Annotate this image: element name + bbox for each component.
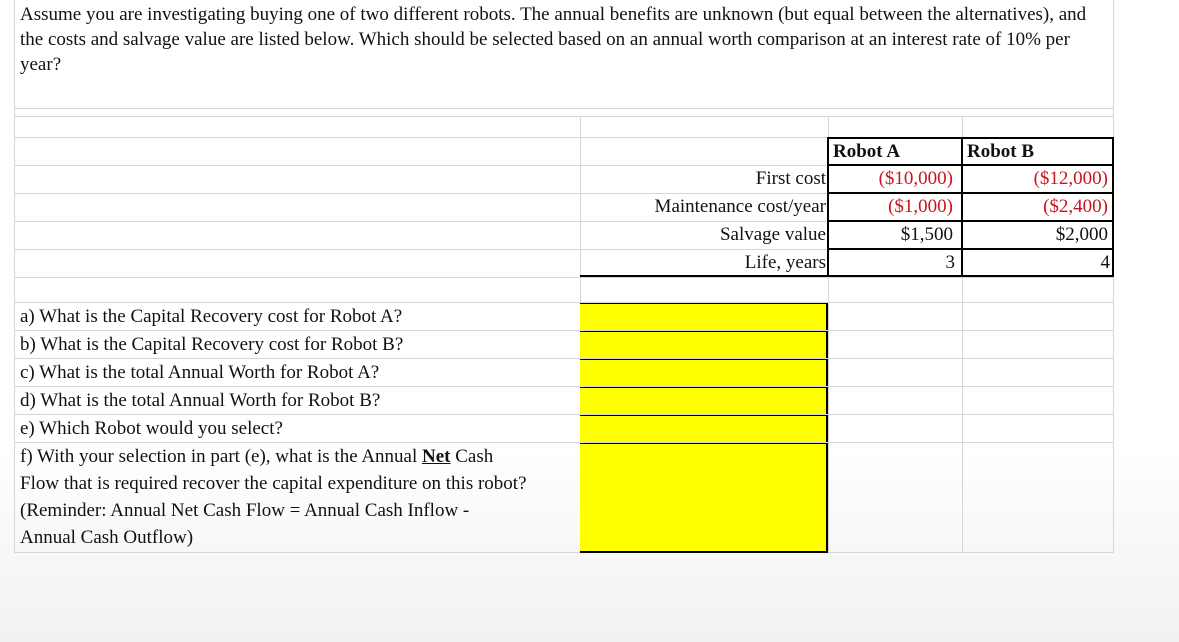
answer-cell-e[interactable] <box>580 415 828 442</box>
row-label-salvage: Salvage value <box>719 224 826 245</box>
question-f-bold: Net <box>422 446 451 467</box>
robot-b-life: 4 <box>1100 252 1110 273</box>
answer-cell-a[interactable] <box>580 303 828 330</box>
answer-cell-b[interactable] <box>580 331 828 358</box>
question-f-text: f) With your selection in part (e), what is the Annual <box>20 446 423 467</box>
question-f-line-2: Flow that is required recover the capital expenditure on this robot? <box>20 473 527 494</box>
answer-cell-d[interactable] <box>580 387 828 414</box>
problem-statement: Assume you are investigating buying one of two different robots. The annual benefits are unknown (but equal between the alternatives), and the costs and salvage value are listed below. Which should be selected based on an annual worth comparison at an interest rate of 10% per year? <box>20 4 1087 75</box>
question-d: d) What is the total Annual Worth for Robot B? <box>20 390 381 411</box>
row-label-life: Life, years <box>744 252 826 273</box>
robot-b-header: Robot B <box>967 141 1035 162</box>
question-c: c) What is the total Annual Worth for Robot A? <box>20 362 380 383</box>
robot-a-first-cost: ($10,000) <box>878 168 953 189</box>
robot-b-maintenance: ($2,400) <box>1043 196 1108 217</box>
question-e: e) Which Robot would you select? <box>20 418 283 439</box>
answer-cell-c[interactable] <box>580 359 828 386</box>
question-f-line-4: Annual Cash Outflow) <box>20 527 194 548</box>
answer-cell-f[interactable] <box>580 443 828 553</box>
row-label-first-cost: First cost <box>755 168 826 189</box>
robot-b-first-cost: ($12,000) <box>1033 168 1108 189</box>
question-b: b) What is the Capital Recovery cost for Robot B? <box>20 334 404 355</box>
question-a: a) What is the Capital Recovery cost for Robot A? <box>20 306 403 327</box>
question-f <box>20 444 493 470</box>
robot-b-salvage: $2,000 <box>1055 224 1108 245</box>
question-f-line-3: (Reminder: Annual Net Cash Flow = Annual Cash Inflow - <box>20 500 470 521</box>
question-f-text-2: Cash <box>450 446 494 467</box>
robot-a-life: 3 <box>945 252 955 273</box>
robot-a-salvage: $1,500 <box>900 224 953 245</box>
robot-a-header: Robot A <box>833 141 901 162</box>
robot-a-maintenance: ($1,000) <box>888 196 953 217</box>
row-label-maintenance: Maintenance cost/year <box>654 196 826 217</box>
